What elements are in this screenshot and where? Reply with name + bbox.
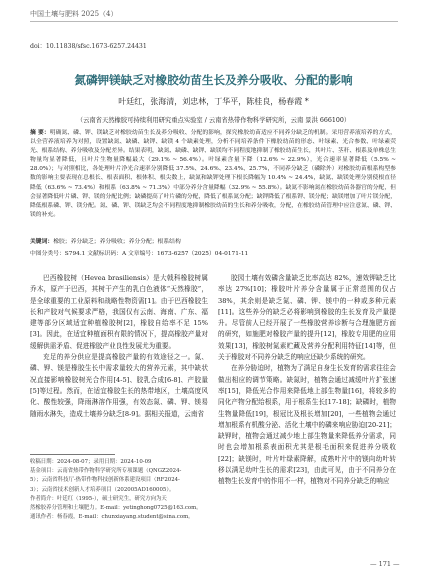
footnote-divider [30,454,115,455]
footnote-line: 基金项目：云南省热带作物科学研究所专项课题（QNGZ2024- [30,468,182,475]
footnote-line: 然橡胶养分管理和土壤肥力。E-mail：yetinghong0725@163.com。 [30,505,202,512]
page-number: — 171 — [370,560,400,568]
keywords-label: 关键词： [30,239,54,245]
footnote-line: 3）；云南省技术创新人才培养项目（202005AD160005）。 [30,486,175,493]
paragraph: 巴西橡胶树（Hevea brasiliensis）是大戟科橡胶树属乔木，原产于巴西，其树干产生的乳白色液体“天然橡胶”，是全球重要的工业原料和战略性物资需[1]。由于巴西橡胶生长和产胶对气候要求严格，我国仅有云南、海南、广东、福建等部分区域适宜种植橡胶树[2]，橡胶自给率不足 15%[3]。因此，在适宜种植面积有限的情况下，提高橡胶产量对缓解供需矛盾、促进橡胶产业良性发展尤为重要。 [30,274,208,350]
doi: doi：10.11838/sfsc.1673-6257.24431 [30,43,147,50]
body-left-column [30,273,208,420]
footnote-line: 收稿日期：2024-08-07；录用日期：2024-10-09 [30,459,152,465]
footnote-line: 5）；云南省科技厅-热带作物科技创新体系建设项目（RF2024- [30,477,180,484]
keywords-text: 橡胶；养分缺乏；养分吸收；养分分配；根系结构 [53,239,181,245]
keywords [30,236,396,245]
abstract [30,129,396,220]
journal-header: 中国土壤与肥料 2025（4） [30,10,118,18]
abstract-text: 明确氮、磷、钾、镁缺乏对橡胶幼苗生长及养分吸收、分配的影响，探究橡胶幼苗适应不同养分缺乏的机制。采用营养液培养的方式，以全营养液培养为对照，设置缺氮、缺磷、缺钾、缺镁 4 个缺素处理，分析不同培养条件下橡胶幼苗的形态、叶绿素、光合参数、叶绿素荧光、根系结构、养分吸收及分配差异。结果表明，缺氮、缺磷、缺钾、缺镁均不同程度地抑制了橡胶幼苗生长，其叶片、茎秆、根系及单株总生物量均显著降低，且叶片生物量降幅最大（29.1% ~ 56.4%）。叶绿素含量下降（12.6% ~ 22.9%），光合速率显著降低（5.5% ~ 28.0%）；与对照相比，各处理叶片净光合速率分别降低 37.5%、24.6%、23.4%、25.7%，不同养分缺乏（磷除外）对橡胶幼苗根系构型参数的影响主要表现在总根长、根表面积、根体积、根尖数上，缺氮和缺钾处理下根长降幅为 10.4% ~ 24.4%，缺氮、缺镁处理分别使根直径降低（63.6% ~ 73.4%）和根系（63.8% ~ 71.3%）中部分养分含量降幅（32.9% ~ 55.8%）。缺氮不影响氮在橡胶幼苗各器官的分配，但会显著降低叶片磷、钾、镁的分配比例；缺磷提高了叶片磷的分配，降低了根系氮分配；缺钾降低了根系钾、镁分配；缺镁增加了叶片镁分配，降低根系磷、钾、镁分配。氮、磷、钾、镁缺乏均会不同程度地抑制橡胶幼苗的生长和养分吸收，分配，在橡胶幼苗管理中应注意氮、磷、钾、镁的补充。 [30,130,396,218]
paragraph: 充足的养分供应是提高橡胶产量的有效途径之一。氮、磷、钾、镁是橡胶生长中需求量较大的营养元素，其中缺状况直接影响橡胶树光合作用[4-5]、胶乳合成[6-8]、产胶量[5]等过程。然而，在适宜橡胶生长的热带地区，土壤高度风化、酸性较强，降雨淋溶作用强，有效态氮、磷、钾、镁易随雨水淋失，造成土壤养分缺乏[8-9]。据相关报道，云南省 [30,353,208,418]
abstract-label: 摘 要： [30,130,50,136]
footnote-line: 通讯作者：杨春霞，E-mail：chunxiayang.student@sina.com。 [30,514,194,521]
header-divider [30,21,398,22]
classification-line: 中图分类号：S794.1 文献标识码：A 文章编号：1673-6257（2025）04-0171-11 [30,251,249,257]
body-right-column [218,273,396,488]
paragraph: 胶园土壤有效磷含量缺乏比率高达 82%，速效钾缺乏比率达 27%[10]；橡胶叶片养分含量属于正常范围的仅占 38%，其余则是缺乏氮、磷、钾、镁中的一种或多种元素[11]。这些养分的缺乏必将影响到橡胶的生长发育及产量提升。尽管前人已经开展了一些橡胶营养诊断与合理施肥方面的研究，如施肥对橡胶产量的提升[12]，橡胶专用肥的应用效果[13]，橡胶树氮素贮藏及营养分配利用特征[14]等，但关于橡胶对不同养分缺乏的响应还缺少系统的研究。 [218,274,396,362]
article-title: 氮磷钾镁缺乏对橡胶幼苗生长及养分吸收、分配的影响 [74,73,353,87]
affiliation: （云南省天然橡胶可持续利用研究重点实验室 / 云南省热带作物科学研究所，云南 景洪 666100） [76,117,351,124]
footnotes [30,458,210,522]
footnote-line: 作者简介：叶廷红（1995-），硕士研究生，研究方向为天 [30,495,167,502]
paragraph: 在养分胁迫时，植物为了满足自身生长发育的需求往往会做出相应的调节策略。缺氮时，植物会通过减缓叶片扩张速率[15]，降低光合作用来降低地上部生物量[16]，将较多的同化产物分配给根系，用于根系生长[17-18]；缺磷时，植物生物量降低[19]，根冠比及根长增加[20]，一些植物会通过增加根系有机酸分泌、活化土壤中的磷来响应胁迫[20-21]；缺钾时，植物会通过减少地上部生物量来降低养分需求，同时也会增加根系表面积尤其是根毛面积来促进养分吸收[22]；缺镁时，叶片叶绿素降解，成熟叶片中的镁向幼叶转移以满足幼叶生长的需求[23]，由此可见，由于不同养分在植物生长发育中的作用不一样，植物对不同养分缺乏的响应 [218,364,396,486]
authors: 叶廷红，张海清，刘忠林，丁华平，陈桂良，杨春霞 * [118,97,309,106]
